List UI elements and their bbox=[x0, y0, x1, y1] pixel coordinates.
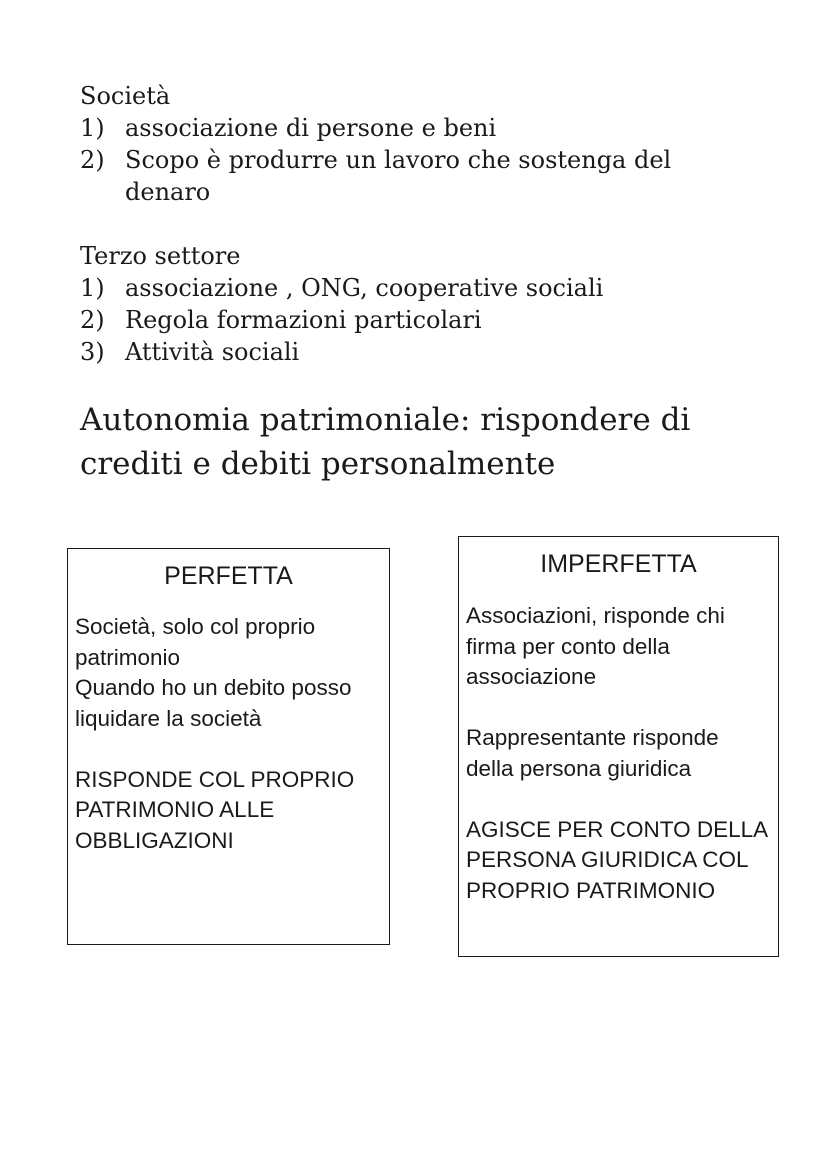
autonomia-patrimoniale-definition: Autonomia patrimoniale: rispondere di crediti e debiti personalmente bbox=[80, 402, 691, 482]
list-number: 2) bbox=[80, 306, 105, 334]
list-number: 2) bbox=[80, 146, 105, 174]
terzo-settore-list bbox=[80, 272, 780, 368]
perfetta-body bbox=[68, 612, 389, 856]
list-number: 3) bbox=[80, 338, 105, 366]
perfetta-title: PERFETTA bbox=[164, 562, 293, 590]
list-item bbox=[80, 304, 780, 336]
perfetta-paragraph: RISPONDE COL PROPRIO PATRIMONIO ALLE OBBLIGAZIONI bbox=[75, 766, 355, 853]
list-text: Scopo è produrre un lavoro che sostenga del denaro bbox=[125, 146, 672, 206]
list-item bbox=[80, 112, 780, 144]
list-text: associazione , ONG, cooperative sociali bbox=[125, 274, 604, 302]
societa-heading: Società bbox=[80, 82, 171, 110]
imperfetta-box bbox=[458, 536, 779, 957]
terzo-settore-heading: Terzo settore bbox=[80, 242, 241, 270]
list-text: Attività sociali bbox=[125, 338, 300, 366]
list-number: 1) bbox=[80, 274, 105, 302]
list-item bbox=[80, 272, 780, 304]
perfetta-paragraph: Società, solo col proprio patrimonio Quando ho un debito posso liquidare la società bbox=[75, 614, 352, 731]
list-item bbox=[80, 144, 780, 208]
list-number: 1) bbox=[80, 114, 105, 142]
list-text: Regola formazioni particolari bbox=[125, 306, 482, 334]
perfetta-box bbox=[67, 548, 390, 945]
societa-section bbox=[80, 80, 780, 208]
imperfetta-body bbox=[459, 601, 778, 906]
list-item bbox=[80, 336, 780, 368]
imperfetta-paragraph: Associazioni, risponde chi firma per conto della associazione bbox=[466, 603, 725, 689]
list-text: associazione di persone e beni bbox=[125, 114, 497, 142]
societa-list bbox=[80, 112, 780, 208]
imperfetta-paragraph: AGISCE PER CONTO DELLA PERSONA GIURIDICA COL PROPRIO PATRIMONIO bbox=[466, 816, 767, 903]
imperfetta-title: IMPERFETTA bbox=[540, 550, 697, 578]
terzo-settore-section bbox=[80, 240, 780, 368]
imperfetta-paragraph: Rappresentante risponde della persona giuridica bbox=[466, 725, 719, 781]
